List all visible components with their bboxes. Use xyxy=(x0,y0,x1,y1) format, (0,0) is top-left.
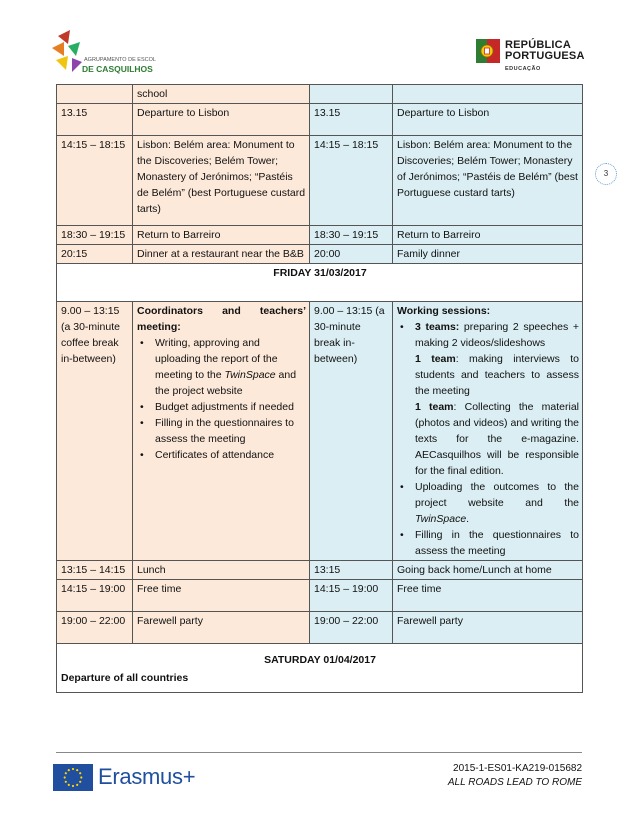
saturday-title: SATURDAY 01/04/2017 xyxy=(264,654,376,666)
table-cell: Lisbon: Belém area: Monument to the Discoveries; Belém Tower; Monastery of Jerónimos; “Pastéis de Belém” (best Portuguese custard tarts) xyxy=(393,136,583,226)
list-item-text: : making interviews to students and teachers to assess the meeting xyxy=(415,353,579,397)
list-item: • Certificates of attendance xyxy=(137,447,306,463)
table-cell xyxy=(133,302,310,561)
table-cell xyxy=(393,85,583,104)
rp-line-2: PORTUGUESA xyxy=(505,50,585,62)
list-item xyxy=(397,319,579,479)
list-item-text: . xyxy=(466,513,470,525)
rp-educacao: EDUCAÇÃO xyxy=(505,66,541,72)
project-title: ALL ROADS LEAD TO ROME xyxy=(447,777,582,788)
table-cell: 14:15 – 18:15 xyxy=(310,136,393,226)
list-item-text: preparing 2 speeches + making 2 videos/slideshows xyxy=(415,321,579,349)
list-item-text: : Collecting the material (photos and videos) and writing the texts for the e-magazine. AECasquilhos will be responsible for the final edition. xyxy=(415,401,579,477)
table-cell: Going back home/Lunch at home xyxy=(393,561,583,580)
table-cell: Free time xyxy=(393,580,583,612)
table-cell: 14:15 – 19:00 xyxy=(57,580,133,612)
project-code: 2015-1-ES01-KA219-015682 xyxy=(453,763,582,774)
table-cell: Family dinner xyxy=(393,245,583,264)
working-sessions-list xyxy=(397,319,579,559)
list-item xyxy=(137,335,306,399)
table-cell: school xyxy=(133,85,310,104)
page-number: 3 xyxy=(595,163,617,185)
day-header-row xyxy=(57,264,583,302)
list-item xyxy=(397,479,579,527)
table-cell: Return to Barreiro xyxy=(393,226,583,245)
table-row xyxy=(57,612,583,644)
table-cell: 18:30 – 19:15 xyxy=(57,226,133,245)
table-cell: 19:00 – 22:00 xyxy=(310,612,393,644)
table-cell: 20:00 xyxy=(310,245,393,264)
list-item: • Filling in the questionnaires to assess the meeting xyxy=(397,527,579,559)
meeting-list xyxy=(137,335,306,463)
day-header-saturday xyxy=(57,644,583,693)
rp-line-1: REPÚBLICA xyxy=(505,39,571,51)
table-cell: 13:15 xyxy=(310,561,393,580)
list-item-text: and the project website xyxy=(155,369,297,397)
footer-divider xyxy=(56,752,582,753)
saturday-note: Departure of all countries xyxy=(61,672,189,684)
list-item: • Budget adjustments if needed xyxy=(137,399,306,415)
table-cell xyxy=(393,302,583,561)
team-count: 1 team xyxy=(415,401,454,413)
table-cell: Free time xyxy=(133,580,310,612)
table-cell: 13:15 – 14:15 xyxy=(57,561,133,580)
table-cell xyxy=(57,85,133,104)
table-cell: 14:15 – 19:00 xyxy=(310,580,393,612)
meeting-title: Coordinators and teachers’ meeting: xyxy=(137,305,306,333)
table-row xyxy=(57,580,583,612)
table-cell: 9.00 – 13:15 (a 30-minute break in-between) xyxy=(310,302,393,561)
school-logo-line-1: AGRUPAMENTO DE ESCOLAS xyxy=(84,57,156,63)
twinspace-emphasis: TwinSpace xyxy=(224,369,276,381)
table-cell: 13.15 xyxy=(57,104,133,136)
list-item-text: Writing, approving and uploading the report of the meeting to the xyxy=(155,337,278,381)
table-cell: Dinner at a restaurant near the B&B xyxy=(133,245,310,264)
school-logo xyxy=(48,28,156,80)
table-cell: 9.00 – 13:15 (a 30-minute coffee break in-between) xyxy=(57,302,133,561)
table-row xyxy=(57,136,583,226)
twinspace-emphasis: TwinSpace xyxy=(415,513,467,525)
republica-portuguesa-text xyxy=(505,40,585,62)
day-header-friday: FRIDAY 31/03/2017 xyxy=(57,264,583,302)
team-count: 1 team xyxy=(415,353,456,365)
table-row xyxy=(57,302,583,561)
table-cell xyxy=(310,85,393,104)
table-cell: Departure to Lisbon xyxy=(393,104,583,136)
table-row xyxy=(57,104,583,136)
table-cell: Departure to Lisbon xyxy=(133,104,310,136)
table-cell: Lisbon: Belém area: Monument to the Discoveries; Belém Tower; Monastery of Jerónimos; “Pastéis de Belém” (best Portuguese custard tarts) xyxy=(133,136,310,226)
table-cell: 19:00 – 22:00 xyxy=(57,612,133,644)
day-header-row xyxy=(57,644,583,693)
table-row xyxy=(57,226,583,245)
list-item: • Filling in the questionnaires to assess the meeting xyxy=(137,415,306,447)
table-cell: 20:15 xyxy=(57,245,133,264)
team-count: 3 teams: xyxy=(415,321,460,333)
table-row xyxy=(57,85,583,104)
eu-flag-icon xyxy=(53,764,93,791)
table-cell: 13.15 xyxy=(310,104,393,136)
table-cell: Farewell party xyxy=(133,612,310,644)
working-sessions-title: Working sessions: xyxy=(397,305,491,317)
schedule-table xyxy=(56,84,583,693)
table-cell: 14:15 – 18:15 xyxy=(57,136,133,226)
table-row xyxy=(57,561,583,580)
table-cell: Return to Barreiro xyxy=(133,226,310,245)
school-logo-line-2: DE CASQUILHOS xyxy=(82,64,153,74)
table-row xyxy=(57,245,583,264)
table-cell: Lunch xyxy=(133,561,310,580)
table-cell: 18:30 – 19:15 xyxy=(310,226,393,245)
project-reference xyxy=(448,762,582,790)
table-cell: Farewell party xyxy=(393,612,583,644)
list-item-text: Uploading the outcomes to the project website and the xyxy=(415,481,579,509)
erasmus-plus-logo: Erasmus+ xyxy=(98,764,196,789)
